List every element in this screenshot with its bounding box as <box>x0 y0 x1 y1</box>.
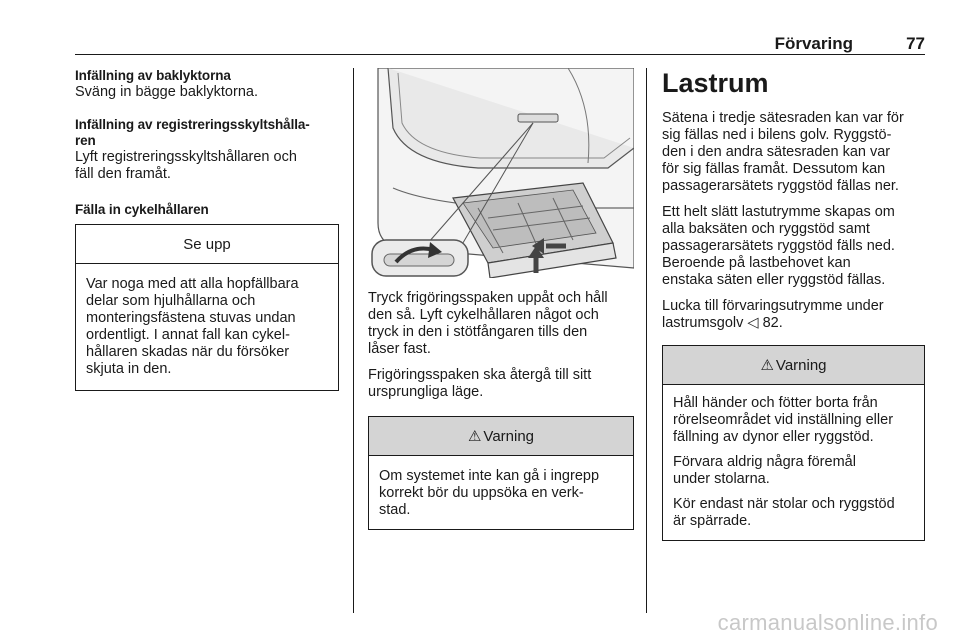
caution-line: monteringsfästena stuvas undan <box>86 310 296 326</box>
warning-line: är spärrade. <box>673 513 752 529</box>
header-rule <box>75 54 925 55</box>
caution-line: ordentligt. I annat fall kan cykel- <box>86 327 290 343</box>
paragraph-line: sig fällas ned i bilens golv. Ryggstö- <box>662 127 892 143</box>
warning-line: Kör endast när stolar och ryggstöd <box>673 496 895 512</box>
paragraph-line <box>662 315 925 332</box>
paragraph-line: Sätena i tredje sätesraden kan var för <box>662 110 904 126</box>
column-divider-2 <box>646 68 647 613</box>
warning-title: Varning <box>775 356 827 374</box>
watermark: carmanualsonline.info <box>717 610 938 635</box>
caution-line: skjuta in den. <box>86 361 172 377</box>
page-reference-link[interactable]: 82. <box>762 315 783 331</box>
page-reference-icon: ◁ <box>747 315 759 331</box>
caution-box <box>75 224 339 391</box>
section-heading: Fälla in cykelhållaren <box>75 202 209 217</box>
paragraph-line: tryck in den i stötfångaren tills den <box>368 324 588 340</box>
warning-line: Håll händer och fötter borta från <box>673 395 878 411</box>
page-header <box>75 34 925 52</box>
warning-box <box>368 416 634 530</box>
paragraph-line: Frigöringsspaken ska återgå till sitt <box>368 367 592 383</box>
warning-line: stad. <box>379 502 411 518</box>
paragraph-line: låser fast. <box>368 341 431 357</box>
warning-box <box>662 345 925 541</box>
paragraph-line: Lucka till förvaringsutrymme under <box>662 298 884 314</box>
warning-triangle-icon: ⚠ <box>467 427 482 445</box>
paragraph-line: fäll den framåt. <box>75 166 171 182</box>
warning-line: korrekt bör du uppsöka en verk- <box>379 485 584 501</box>
paragraph-line: Tryck frigöringsspaken uppåt och håll <box>368 290 608 306</box>
paragraph-line: den i den andra sätesraden kan var <box>662 144 891 160</box>
column-3 <box>662 68 925 541</box>
paragraph-line: Ett helt slätt lastutrymme skapas om <box>662 204 895 220</box>
bike-carrier-illustration <box>368 68 634 278</box>
section-heading: Infällning av registreringsskyltshålla- <box>75 117 310 132</box>
paragraph-text: lastrumsgolv <box>662 315 744 331</box>
paragraph-line: ursprungliga läge. <box>368 384 484 400</box>
paragraph-line: Beroende på lastbehovet kan <box>662 255 851 271</box>
column-2 <box>368 68 634 530</box>
caution-title: Se upp <box>76 225 338 264</box>
warning-title: Varning <box>483 427 535 445</box>
warning-header <box>369 417 633 456</box>
warning-header <box>663 346 924 385</box>
section-heading: Infällning av baklyktorna <box>75 68 231 83</box>
warning-line: Om systemet inte kan gå i ingrepp <box>379 468 600 484</box>
warning-triangle-icon: ⚠ <box>760 356 774 374</box>
warning-line: Förvara aldrig några föremål <box>673 454 856 470</box>
caution-line: Var noga med att alla hopfällbara <box>86 276 299 292</box>
paragraph-line: den så. Lyft cykelhållaren något och <box>368 307 599 323</box>
warning-line: rörelseområdet vid inställning eller <box>673 412 894 428</box>
paragraph-line: passagerarsätets ryggstöd fällas ner. <box>662 178 899 194</box>
caution-line: hållaren skadas när du försöker <box>86 344 290 360</box>
warning-line: fällning av dynor eller ryggstöd. <box>673 429 874 445</box>
caution-line: delar som hjulhållarna och <box>86 293 256 309</box>
paragraph-line: passagerarsätets ryggstöd fälls ned. <box>662 238 895 254</box>
paragraph-line: enstaka säten eller ryggstöd fällas. <box>662 272 886 288</box>
warning-line: under stolarna. <box>673 471 770 487</box>
paragraph-line: för sig fällas framåt. Dessutom kan <box>662 161 886 177</box>
paragraph-line: Lyft registreringsskyltshållaren och <box>75 149 297 165</box>
chapter-title: Förvaring <box>774 34 853 53</box>
section-title: Lastrum <box>662 68 769 98</box>
paragraph: Sväng in bägge baklyktorna. <box>75 84 258 100</box>
column-divider-1 <box>353 68 354 613</box>
section-heading: ren <box>75 133 96 148</box>
column-1 <box>75 68 339 391</box>
page-number: 77 <box>906 34 925 53</box>
paragraph-line: alla baksäten och ryggstöd samt <box>662 221 870 237</box>
